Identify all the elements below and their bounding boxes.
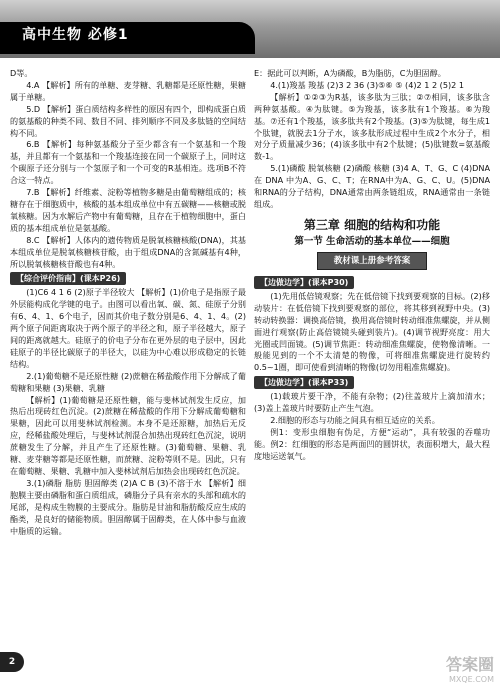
watermark-sub: MXQE.COM [448,675,494,684]
answer-8: 8.C 【解析】人体内的遗传物质是脱氧核糖核酸(DNA)，其基本组成单位是脱氧核糖核苷酸，由于组成DNA的含氮碱基有4种，所以脱氧核糖核苷酸也有4种。 [10,234,246,269]
section-label: 【边做边学】(课本P30) [254,276,354,289]
slide-steps: (1)载玻片要干净，不能有杂物；(2)往盖玻片上滴加清水；(3)盖上盖玻片时要防止产生气泡。 [254,391,490,414]
answer-5: 5.(1)磷酸 脱氧核糖 (2)磷酸 核糖 (3)4 A、T、G、C (4)DNA 在 DNA 中为A、G、C、T；在RNA中为A、G、C、U。(5)DNA和RNA的分子结构，DNA通常由两条链组成，RNA通常由一条链组成。 [254,163,490,209]
answer-6: 6.B 【解析】每种氨基酸分子至少都含有一个氨基和一个羧基，并且都有一个氨基和一个羧基连接在同一个碳原子上，同时这个碳原子还分别与一个氢原子和一个可变的R基相连。选项B不符合这一特点。 [10,139,246,186]
answer-4: 4.A 【解析】所有的单糖、麦芽糖、乳糖都是还原性糖，果糖属于单糖。 [10,79,246,102]
answer-2: 2.细胞的形态与功能之间具有相互适应的关系。 [270,415,440,426]
page-header [0,0,500,58]
right-column [254,68,490,463]
answer-4: 4.(1)羧基 羧基 (2)3 2 36 (3)⑤⑥ ⑤ (4)2 1 2 (5)2 1 [270,79,465,90]
left-column [10,68,246,537]
reference-answer-banner: 教材课上册参考答案 [317,252,427,270]
answer-4-explanation: 【解析】①②③为R基，该多肽为三肽；②⑦相同，该多肽含两种氨基酸。④为肽键。⑤为羧基，该多肽有1个羧基。⑥为羧基。⑦还有1个羧基，该多肽共有2个羧基。(3)⑤为肽键，每生成1个肽键，就脱去1分子水，该多肽形成过程中生成2个水分子，相对分子质量减少36；(4)该多肽中有2个肽键；(5)肽键数=氨基酸数-1。 [254,91,490,162]
answer-5: 5.D 【解析】蛋白质结构多样性的原因有四个，即构成蛋白质的氨基酸的种类不同、数目不同、排列顺序不同及多肽链的空间结构不同。 [10,103,246,138]
section-label: 【综合评价指南】(课本P26) [10,272,126,285]
answer-1: (1)C6 4 1 6 (2)原子半径较大 【解析】(1)价电子是指原子最外层能构成化学键的电子。由图可以看出氧、碳、氮、硅原子分别有6、4、1、6个电子，因而其价电子数分别是6、4、1、4。(2)两个原子间距离取决于两个原子的半径之和，原子半径越大，原子间的距离就越大。硅原子的价电子分布在更外层的电子层中，因此硅原子的半径比碳原子的半径大，以硅为中心难以形成稳定的长链结构。 [10,287,246,369]
section-title: 第一节 生命活动的基本单位——细胞 [294,235,450,247]
watermark-text: 答案圈 [445,655,494,674]
microscope-steps: (1)先用低倍镜观察；先在低倍镜下找到要观察的目标。(2)移动装片：在低倍镜下找到要观察的部位，将其移到视野中央。(3)转动转换器：调换高倍镜，换用高倍镜时转动细准焦螺旋，并从侧面进行观察(防止高倍镜镜头碰到装片)。(4)调节视野亮度：用大光圈或凹面镜。(5)调节焦距：转动细准焦螺旋，使物像清晰。一般能见到的一个不太清楚的物像，可将细准焦螺旋进行旋转约0.5~1圈，即可使看到清晰的物像(切勿用粗准焦螺旋)。 [254,290,490,373]
answer-2: 2.(1)葡萄糖不是还原性糖 (2)蔗糖在稀盐酸作用下分解成了葡萄糖和果糖 (3)果糖、乳糖 [10,370,246,393]
answer-7: 7.B 【解析】纤维素、淀粉等植物多糖是由葡萄糖组成的；核糖存在于细胞质中，核酸的基本组成单位中有五碳糖——核糖或脱氧核糖。因为水解后产物中有葡萄糖，且存在于植物细胞中，蛋白质的基本组成单位是氨基酸。 [10,187,246,233]
chapter-title: 第三章 细胞的结构和功能 [303,217,441,232]
answer-2-explanation: 【解析】(1)葡萄糖是还原性糖，能与斐林试剂发生反应，加热后出现砖红色沉淀。(2)蔗糖在稀盐酸的作用下分解成葡萄糖和果糖，因此可以用斐林试剂检测。本身不是还原糖，加热后无反应，经稀盐酸处理后，与斐林试剂混合加热出现砖红色沉淀，说明蔗糖发生了分解，并且产生了还原性糖。(3)葡萄糖、果糖、乳糖、麦芽糖等都是还原性糖，而蔗糖、淀粉等则不是。因此，只有在葡萄糖、果糖、乳糖中加入斐林试剂后加热会出现砖红色沉淀。 [10,394,246,476]
section-label: 【边做边学】(课本P33) [254,376,354,389]
answer-3: 3.(1)磷脂 脂肪 胆固醇类 (2)A C B (3)不溶于水 【解析】细胞膜主要由磷脂和蛋白质组成，磷脂分子具有亲水的头部和疏水的尾部，是构成生物膜的主要成分。脂肪是甘油和脂肪酸反应生成的酯类，是良好的储能物质。胆固醇属于固醇类，在人体中参与血液中脂质的运输。 [10,477,246,536]
page-number: 2 [0,652,24,672]
examples: 例1：变形虫细胞有伪足，方便“运动”，具有较强的吞噬功能。例2：红细胞的形态是两面凹的圆饼状，表面积增大，最大程度地运送氧气。 [254,426,490,461]
paragraph: D等。 [10,68,33,78]
paragraph: E：据此可以判断，A为磷酸，B为脂肪，C为胆固醇。 [254,68,446,78]
header-title: 高中生物 必修1 [22,27,129,43]
watermark-logo [416,652,494,684]
